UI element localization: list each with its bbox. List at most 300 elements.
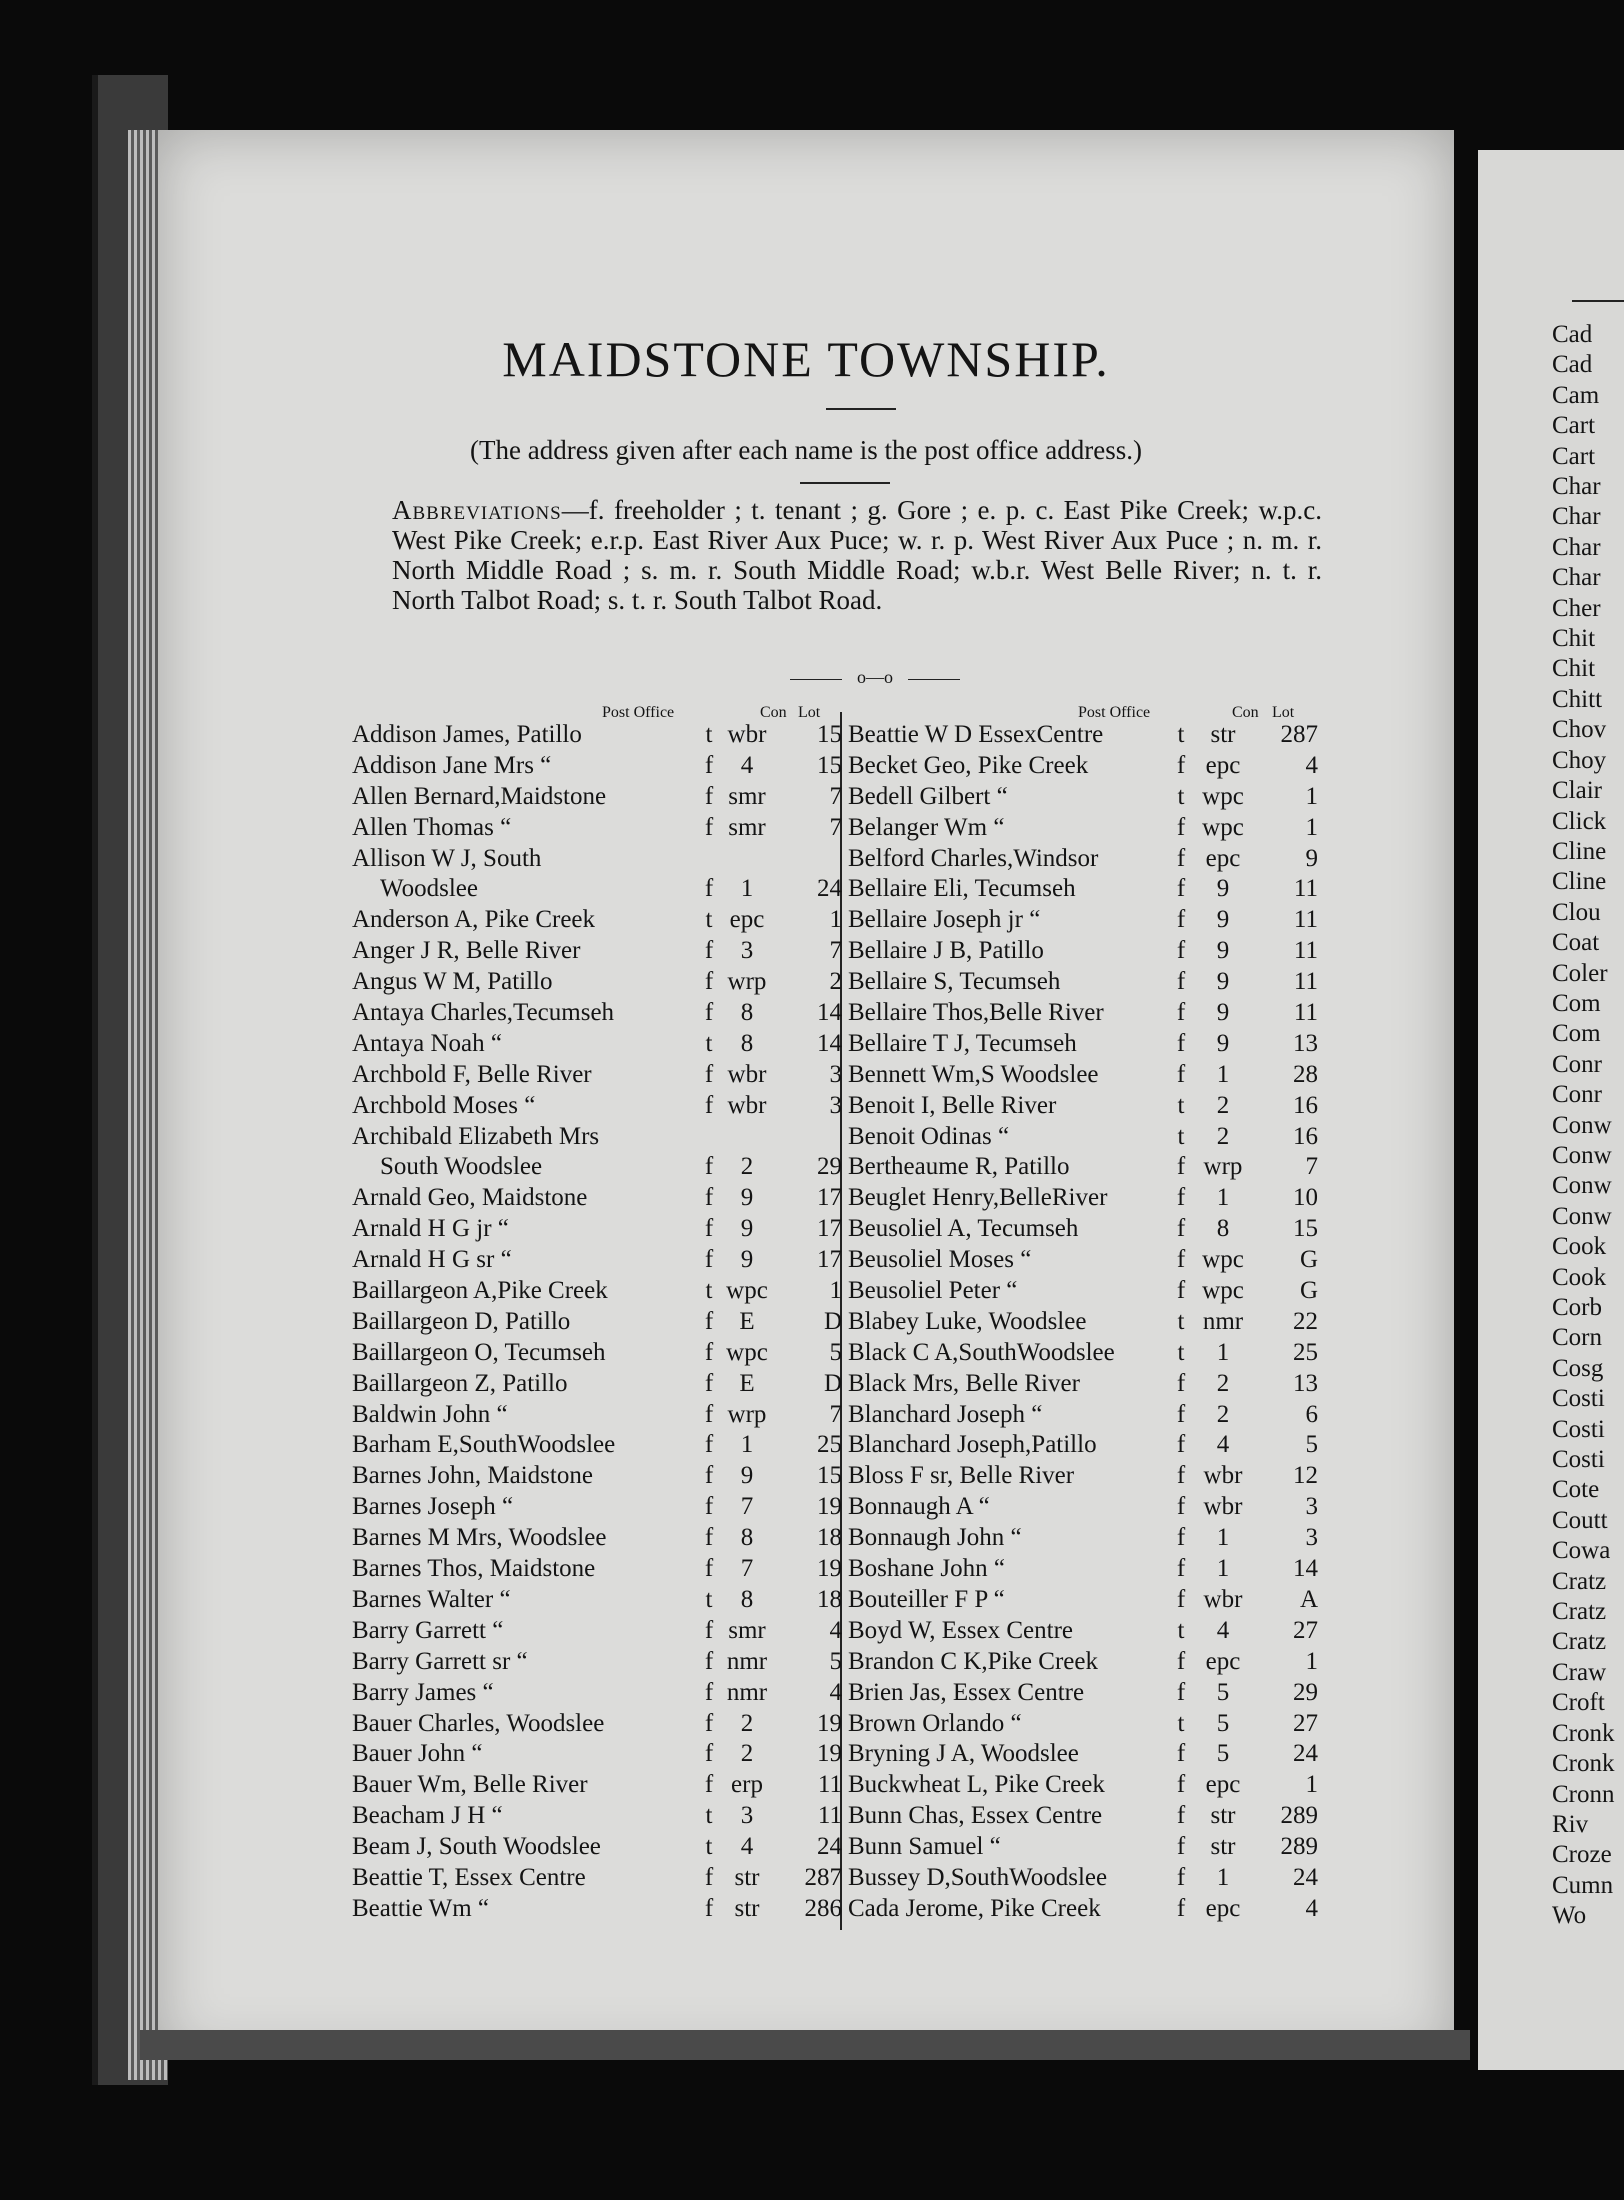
entry-con: wbr — [727, 721, 767, 748]
entry-row — [352, 1338, 846, 1369]
entry-row — [848, 1430, 1322, 1461]
entry-name: Becket Geo, Pike Creek — [848, 751, 1089, 779]
entry-row — [352, 1183, 846, 1214]
entry-row — [352, 1770, 846, 1801]
entry-tenure: f — [1176, 937, 1186, 965]
entry-tenure: f — [1176, 1400, 1186, 1428]
entry-con: 7 — [740, 1493, 754, 1521]
entry-name: Belford Charles,Windsor — [848, 844, 1099, 872]
entry-name: Beusoliel Peter “ — [848, 1277, 1018, 1305]
entry-lot: 7 — [829, 1400, 842, 1428]
entry-tenure: f — [1176, 1802, 1186, 1830]
entry-tenure: f — [704, 1740, 714, 1768]
entry-lot: 10 — [1293, 1184, 1318, 1212]
entry-con: 7 — [740, 1555, 754, 1583]
entry-name: Bellaire Eli, Tecumseh — [848, 875, 1076, 903]
entry-name: Addison Jane Mrs “ — [352, 751, 552, 779]
entry-con: 9 — [1216, 968, 1230, 996]
entry-row — [848, 1152, 1322, 1183]
entry-tenure: f — [1176, 1184, 1186, 1212]
entry-row — [352, 844, 846, 875]
entry-tenure: f — [704, 1215, 714, 1243]
entry-lot: 11 — [817, 1802, 842, 1830]
entry-row — [848, 1647, 1322, 1678]
entry-con: E — [739, 1369, 755, 1397]
facing-page-name: Clou — [1552, 898, 1601, 926]
facing-page-name: Conw — [1552, 1172, 1612, 1200]
entry-row — [352, 1430, 846, 1461]
entry-tenure: f — [704, 1616, 714, 1644]
entry-con: 1 — [1216, 1338, 1230, 1366]
facing-page-name: Cook — [1552, 1233, 1607, 1261]
entry-lot: 16 — [1293, 1091, 1318, 1119]
entry-row — [352, 1029, 846, 1060]
facing-page-name: Cote — [1552, 1476, 1600, 1504]
entry-name: Blanchard Joseph,Patillo — [848, 1431, 1097, 1459]
entry-tenure: f — [1176, 1029, 1186, 1057]
abbreviations-label: Abbreviations — [392, 495, 562, 525]
entry-tenure: f — [704, 1184, 714, 1212]
entry-con: wpc — [1202, 813, 1244, 841]
entry-row — [848, 1276, 1322, 1307]
entry-tenure: f — [704, 1555, 714, 1583]
entry-lot: D — [823, 1307, 842, 1335]
entry-name: Beusoliel Moses “ — [848, 1246, 1032, 1274]
entry-con: epc — [1205, 751, 1241, 779]
entry-row — [848, 1739, 1322, 1770]
entry-lot: 13 — [1293, 1029, 1318, 1057]
book-bottom-edge — [140, 2030, 1470, 2060]
entry-lot: 3 — [829, 1060, 842, 1088]
facing-page-name: Cad — [1552, 351, 1593, 379]
entry-lot: 29 — [817, 1153, 842, 1181]
entry-lot: 9 — [1305, 844, 1318, 872]
entry-lot: 5 — [829, 1647, 842, 1675]
left-column-header — [352, 704, 846, 720]
right-entries — [848, 720, 1322, 1925]
entry-lot: 7 — [829, 782, 842, 810]
entry-tenure: f — [1176, 1493, 1186, 1521]
entry-lot: 4 — [829, 1678, 842, 1706]
facing-page-name: Cratz — [1552, 1628, 1607, 1656]
entry-name: Antaya Noah “ — [352, 1029, 502, 1057]
entry-tenure: t — [705, 1585, 713, 1613]
entry-lot: 24 — [1293, 1740, 1318, 1768]
entry-tenure: f — [704, 1678, 714, 1706]
entry-con: wrp — [1203, 1153, 1243, 1181]
entry-lot: 25 — [817, 1431, 842, 1459]
entry-con: epc — [1205, 1647, 1241, 1675]
entry-lot: 5 — [1305, 1431, 1318, 1459]
entry-lot: 19 — [817, 1493, 842, 1521]
entry-name: Antaya Charles,Tecumseh — [352, 999, 615, 1027]
entry-lot: 24 — [817, 875, 842, 903]
facing-page-rule — [1572, 300, 1624, 302]
entry-name: Bedell Gilbert “ — [848, 782, 1008, 810]
entry-tenure: f — [704, 1338, 714, 1366]
entry-con: wpc — [1202, 1246, 1244, 1274]
entry-name: Anger J R, Belle River — [352, 937, 581, 965]
entry-con: 5 — [1216, 1678, 1230, 1706]
left-entries — [352, 720, 846, 1925]
entry-lot: 2 — [829, 968, 842, 996]
facing-page-names — [1552, 320, 1615, 1932]
entry-row — [352, 1122, 846, 1153]
entry-lot: 18 — [817, 1585, 842, 1613]
entry-lot: 15 — [817, 721, 842, 748]
entry-con: 8 — [740, 1029, 754, 1057]
entry-row — [848, 1029, 1322, 1060]
entry-lot: 28 — [1293, 1060, 1318, 1088]
entry-row — [352, 967, 846, 998]
entry-con: 2 — [1216, 1369, 1230, 1397]
facing-page-name: Cratz — [1552, 1567, 1607, 1595]
entry-tenure: f — [1176, 1740, 1186, 1768]
facing-page-name: Coutt — [1552, 1506, 1608, 1534]
entry-name: Allison W J, South — [352, 844, 542, 872]
entry-row — [848, 1832, 1322, 1863]
entry-con: 9 — [740, 1246, 754, 1274]
entry-lot: 15 — [817, 1462, 842, 1490]
entry-con: nmr — [726, 1678, 768, 1706]
entry-con: 1 — [1216, 1863, 1230, 1891]
entry-con: 1 — [1216, 1184, 1230, 1212]
entry-row — [352, 905, 846, 936]
entry-row — [848, 1894, 1322, 1925]
entry-row — [848, 813, 1322, 844]
entry-tenure: f — [704, 875, 714, 903]
entry-lot: 29 — [1293, 1678, 1318, 1706]
facing-page-name: Char — [1552, 533, 1601, 561]
facing-page-name: Conw — [1552, 1141, 1612, 1169]
entry-name: Bunn Chas, Essex Centre — [848, 1802, 1103, 1830]
facing-page-name: Char — [1552, 473, 1601, 501]
entry-con: 2 — [740, 1709, 754, 1737]
entry-tenure: f — [704, 1647, 714, 1675]
entry-lot: 11 — [1293, 937, 1318, 965]
entry-row — [352, 1492, 846, 1523]
entry-name: Barry Garrett sr “ — [352, 1647, 528, 1675]
entry-con: 2 — [1216, 1122, 1230, 1150]
entry-tenure: t — [1177, 1616, 1185, 1644]
entry-con: smr — [728, 782, 766, 810]
facing-page-name: Croze — [1552, 1841, 1612, 1869]
entry-name: Bellaire Thos,Belle River — [848, 999, 1104, 1027]
entry-tenure: f — [1176, 1678, 1186, 1706]
entry-con: 8 — [740, 1524, 754, 1552]
entry-tenure: f — [1176, 1833, 1186, 1861]
entry-row — [352, 1832, 846, 1863]
entry-row — [352, 720, 846, 751]
entry-row — [352, 936, 846, 967]
ornament-divider: o—o — [790, 667, 960, 688]
entry-lot: 19 — [817, 1709, 842, 1737]
entry-con: 2 — [740, 1740, 754, 1768]
entry-row — [848, 1523, 1322, 1554]
entry-lot: 287 — [804, 1863, 842, 1891]
facing-page-name: Com — [1552, 989, 1601, 1017]
title-rule — [826, 408, 896, 410]
entry-tenure: f — [704, 813, 714, 841]
entry-row — [848, 720, 1322, 751]
entry-con: wbr — [1203, 1585, 1243, 1613]
entry-con: wrp — [727, 1400, 767, 1428]
entry-tenure: f — [1176, 1647, 1186, 1675]
entry-lot: 12 — [1293, 1462, 1318, 1490]
facing-page-name: Riv — [1552, 1810, 1589, 1838]
entry-tenure: f — [704, 1771, 714, 1799]
entry-row — [352, 1152, 846, 1183]
entry-tenure: t — [705, 721, 713, 748]
entry-lot: 17 — [817, 1215, 842, 1243]
entry-con: 3 — [740, 937, 754, 965]
entry-row — [848, 936, 1322, 967]
entry-con: wpc — [1202, 782, 1244, 810]
entry-lot: 289 — [1280, 1833, 1318, 1861]
entry-row — [848, 1585, 1322, 1616]
facing-page-name: Conr — [1552, 1081, 1602, 1109]
entry-con: E — [739, 1307, 755, 1335]
entry-name: Barnes John, Maidstone — [352, 1462, 593, 1490]
entry-name: Barnes M Mrs, Woodslee — [352, 1524, 607, 1552]
facing-page-name: Chit — [1552, 655, 1596, 683]
entry-con: 4 — [740, 751, 754, 779]
entry-name: Blanchard Joseph “ — [848, 1400, 1043, 1428]
facing-page-name: Com — [1552, 1020, 1601, 1048]
entry-tenure: f — [704, 1524, 714, 1552]
entry-lot: 7 — [829, 937, 842, 965]
entry-con: wbr — [1203, 1493, 1243, 1521]
entry-con: str — [734, 1894, 760, 1922]
entry-tenure: f — [1176, 1246, 1186, 1274]
entry-lot: 25 — [1293, 1338, 1318, 1366]
entry-name: Beam J, South Woodslee — [352, 1833, 601, 1861]
entry-row — [352, 1616, 846, 1647]
entry-con: str — [1210, 721, 1236, 748]
entry-con: 9 — [740, 1215, 754, 1243]
entry-name: Baldwin John “ — [352, 1400, 508, 1428]
entry-name: Archibald Elizabeth Mrs — [352, 1122, 600, 1150]
entry-lot: 27 — [1293, 1709, 1318, 1737]
entry-con: epc — [1205, 1894, 1241, 1922]
entry-row — [848, 998, 1322, 1029]
header-post-office: Post Office — [1078, 704, 1151, 721]
entry-tenure: f — [704, 782, 714, 810]
entry-tenure: f — [1176, 1771, 1186, 1799]
entry-tenure: t — [1177, 721, 1185, 748]
entry-row — [848, 1214, 1322, 1245]
entry-lot: 6 — [1305, 1400, 1318, 1428]
entry-con: str — [734, 1863, 760, 1891]
entry-con: epc — [1205, 1771, 1241, 1799]
entry-row — [848, 1492, 1322, 1523]
entry-tenure: f — [1176, 1462, 1186, 1490]
entry-tenure: t — [1177, 1091, 1185, 1119]
entry-tenure: f — [704, 968, 714, 996]
entry-tenure: f — [1176, 1431, 1186, 1459]
entry-name: Belanger Wm “ — [848, 813, 1005, 841]
facing-page-name: Craw — [1552, 1658, 1607, 1686]
entry-tenure: t — [705, 1029, 713, 1057]
entry-name: Beattie Wm “ — [352, 1894, 489, 1922]
entry-lot: 14 — [817, 1029, 842, 1057]
entry-row — [848, 1183, 1322, 1214]
entry-con: smr — [728, 813, 766, 841]
entry-name: Benoit I, Belle River — [848, 1091, 1057, 1119]
entry-lot: 22 — [1293, 1307, 1318, 1335]
entry-name: Cada Jerome, Pike Creek — [848, 1894, 1101, 1922]
entry-row — [848, 1461, 1322, 1492]
entry-con: 1 — [1216, 1060, 1230, 1088]
facing-page-name: Costi — [1552, 1446, 1605, 1474]
facing-page-name: Cronk — [1552, 1719, 1615, 1747]
entry-name: Allen Bernard,Maidstone — [352, 782, 607, 810]
entry-tenure: f — [1176, 1524, 1186, 1552]
entry-con: erp — [731, 1771, 763, 1799]
entry-name: Angus W M, Patillo — [352, 968, 553, 996]
entry-row — [352, 1461, 846, 1492]
entry-name: Beattie T, Essex Centre — [352, 1863, 586, 1891]
entry-con: 9 — [740, 1462, 754, 1490]
entry-con: 9 — [1216, 875, 1230, 903]
facing-page-name: Cart — [1552, 412, 1596, 440]
entry-tenure: f — [1176, 1060, 1186, 1088]
entry-row — [352, 998, 846, 1029]
entry-con: 1 — [1216, 1524, 1230, 1552]
entry-name: Bonnaugh John “ — [848, 1524, 1022, 1552]
entry-con: 9 — [1216, 937, 1230, 965]
facing-page-name: Chit — [1552, 625, 1596, 653]
entry-row — [352, 1647, 846, 1678]
entry-con: str — [1210, 1833, 1236, 1861]
entry-name: Arnald H G jr “ — [352, 1215, 509, 1243]
entry-row — [848, 1091, 1322, 1122]
entry-lot: 19 — [817, 1740, 842, 1768]
entry-row — [352, 813, 846, 844]
entry-lot: 1 — [1305, 813, 1318, 841]
entry-lot: 3 — [1305, 1493, 1318, 1521]
entry-name: Black Mrs, Belle River — [848, 1369, 1080, 1397]
entry-name: Barnes Thos, Maidstone — [352, 1555, 596, 1583]
entry-row — [352, 1307, 846, 1338]
entry-name: South Woodslee — [380, 1153, 543, 1181]
entry-lot: 1 — [1305, 1771, 1318, 1799]
subtitle-rule — [800, 482, 890, 484]
entry-lot: 27 — [1293, 1616, 1318, 1644]
entry-row — [848, 1801, 1322, 1832]
entry-row — [848, 1307, 1322, 1338]
entry-tenure: f — [704, 937, 714, 965]
entry-con: nmr — [726, 1647, 768, 1675]
entry-name: Addison James, Patillo — [352, 721, 582, 748]
header-con: Con — [760, 704, 787, 721]
entry-name: Blabey Luke, Woodslee — [848, 1307, 1087, 1335]
facing-page-name: Cumn — [1552, 1871, 1614, 1899]
entry-row — [352, 1214, 846, 1245]
entry-tenure: f — [1176, 906, 1186, 934]
facing-page-name: Cook — [1552, 1263, 1607, 1291]
entry-con: 9 — [740, 1184, 754, 1212]
entry-name: Barry Garrett “ — [352, 1616, 504, 1644]
entry-con: wbr — [1203, 1462, 1243, 1490]
entry-row — [352, 1801, 846, 1832]
entry-con: wbr — [727, 1060, 767, 1088]
entry-tenure: f — [704, 1709, 714, 1737]
facing-page-name: Choy — [1552, 746, 1607, 774]
facing-page-name: Char — [1552, 503, 1601, 531]
facing-page-name: Corn — [1552, 1324, 1602, 1352]
entry-row — [848, 1616, 1322, 1647]
entry-lot: 19 — [817, 1555, 842, 1583]
facing-page-name: Click — [1552, 807, 1607, 835]
entry-row — [848, 1709, 1322, 1740]
entry-tenure: t — [1177, 782, 1185, 810]
entry-row — [848, 1863, 1322, 1894]
entry-name: Benoit Odinas “ — [848, 1122, 1010, 1150]
facing-page-name: Cher — [1552, 594, 1601, 622]
facing-page-name: Cronk — [1552, 1750, 1615, 1778]
entry-tenure: f — [704, 1863, 714, 1891]
entry-name: Bellaire Joseph jr “ — [848, 906, 1041, 934]
facing-page-name: Clair — [1552, 777, 1602, 805]
entry-lot: 18 — [817, 1524, 842, 1552]
entry-tenure: f — [1176, 844, 1186, 872]
entry-con: 9 — [1216, 999, 1230, 1027]
entry-row — [848, 844, 1322, 875]
entry-name: Barham E,SouthWoodslee — [352, 1431, 616, 1459]
entry-tenure: t — [705, 1833, 713, 1861]
entry-lot: 16 — [1293, 1122, 1318, 1150]
entry-lot: 7 — [829, 813, 842, 841]
facing-page-name: Corb — [1552, 1294, 1602, 1321]
entry-name: Boyd W, Essex Centre — [848, 1616, 1073, 1644]
entry-lot: 3 — [829, 1091, 842, 1119]
entry-name: Anderson A, Pike Creek — [352, 906, 596, 934]
entry-row — [352, 1863, 846, 1894]
header-post-office: Post Office — [602, 704, 675, 721]
entry-con: epc — [1205, 844, 1241, 872]
facing-page-name: Cart — [1552, 442, 1596, 470]
entry-name: Bennett Wm,S Woodslee — [848, 1060, 1099, 1088]
entry-row — [352, 1400, 846, 1431]
facing-page-name: Cowa — [1552, 1537, 1611, 1565]
entry-tenure: f — [704, 1431, 714, 1459]
entry-tenure: f — [704, 1246, 714, 1274]
entry-lot: 1 — [1305, 782, 1318, 810]
facing-page-name: Coat — [1552, 929, 1600, 957]
entry-con: 4 — [1216, 1616, 1230, 1644]
facing-page-name: Cline — [1552, 868, 1607, 896]
entry-tenure: f — [1176, 813, 1186, 841]
entry-tenure: t — [705, 1277, 713, 1305]
facing-page-name: Cline — [1552, 837, 1607, 865]
entry-row — [848, 967, 1322, 998]
entry-tenure: f — [704, 1462, 714, 1490]
entry-con: 9 — [1216, 906, 1230, 934]
entry-lot: 7 — [1305, 1153, 1318, 1181]
left-column — [352, 704, 846, 1925]
entry-con: wrp — [727, 968, 767, 996]
entry-name: Brandon C K,Pike Creek — [848, 1647, 1098, 1675]
entry-con: wpc — [1202, 1277, 1244, 1305]
entry-tenure: t — [1177, 1709, 1185, 1737]
entry-tenure: f — [1176, 1369, 1186, 1397]
entry-name: Bonnaugh A “ — [848, 1493, 990, 1521]
entry-con: epc — [729, 906, 765, 934]
entry-row — [352, 1091, 846, 1122]
entry-tenure: f — [1176, 751, 1186, 779]
entry-tenure: f — [1176, 1894, 1186, 1922]
